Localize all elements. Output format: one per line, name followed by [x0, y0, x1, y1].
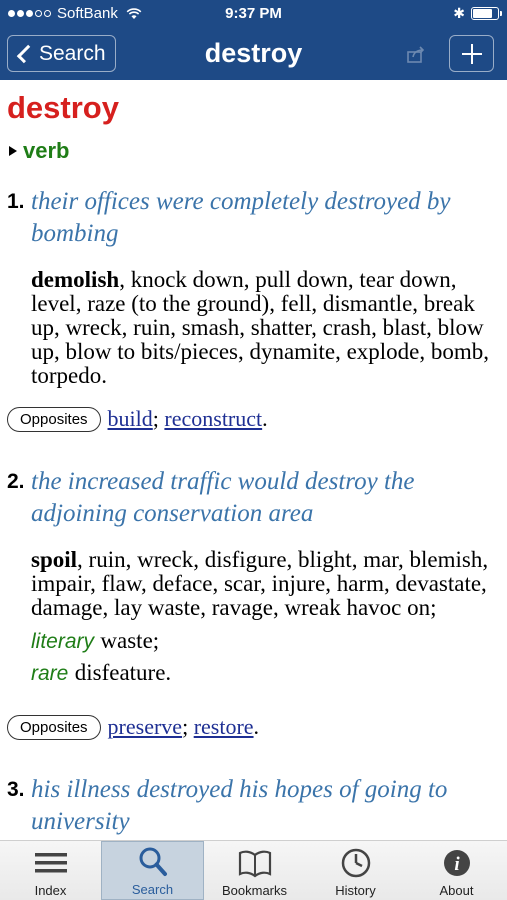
- opposites-row: Opposites build ; reconstruct .: [7, 406, 497, 432]
- page-title: destroy: [204, 38, 303, 68]
- sense-2: [7, 466, 497, 740]
- share-icon[interactable]: [406, 44, 426, 64]
- sense-number: 2.: [7, 470, 25, 493]
- synonym-list: [31, 268, 497, 388]
- synonyms: , ruin, wreck, disfigure, blight, mar, blemish, impair, flaw, deface, scar, injure, harm, devastate, damage, lay waste, ravage, wreak havoc on;: [31, 547, 489, 620]
- register-word: disfeature.: [74, 660, 172, 685]
- opposites-row: Opposites preserve ; restore .: [7, 714, 497, 740]
- tab-search[interactable]: [101, 841, 204, 900]
- book-icon: [238, 847, 272, 879]
- tab-about[interactable]: [406, 841, 507, 900]
- tab-history[interactable]: [305, 841, 406, 900]
- sense-number: 3.: [7, 778, 25, 801]
- opposites-badge: Opposites: [7, 407, 101, 432]
- battery-icon: [471, 7, 499, 20]
- back-button-label: Search: [39, 41, 106, 65]
- carrier-name: SoftBank: [57, 5, 118, 22]
- bluetooth-icon: ✱: [453, 5, 465, 21]
- entry-content[interactable]: [0, 80, 507, 840]
- tab-label: Search: [131, 882, 174, 897]
- register-label: rare: [31, 662, 69, 685]
- tab-bar: [0, 840, 507, 900]
- core-synonym: demolish: [31, 267, 120, 292]
- synonym-list: [31, 548, 497, 620]
- opposites-badge: Opposites: [7, 715, 101, 740]
- opposite-link[interactable]: preserve: [107, 714, 183, 739]
- tab-label: History: [335, 883, 376, 898]
- clock-icon: [339, 847, 373, 879]
- sense-1: [7, 186, 497, 432]
- disclosure-triangle-icon: [9, 146, 17, 156]
- example-sentence: their offices were completely destroyed by bombing: [31, 188, 451, 247]
- magnifier-icon: [136, 846, 170, 878]
- opposite-link[interactable]: reconstruct: [164, 406, 263, 431]
- synonyms: , knock down, pull down, tear down, level, raze (to the ground), fell, dismantle, break up, wreck, ruin, smash, shatter, crash, blast, blow up, blow to bits/pieces, dynamite, explode, bomb, torpedo.: [31, 267, 490, 388]
- top-bar: [0, 0, 507, 80]
- part-of-speech-label: verb: [23, 138, 70, 163]
- example-sentence: the increased traffic would destroy the adjoining conservation area: [31, 468, 415, 527]
- tab-label: Index: [34, 883, 67, 898]
- core-synonym: spoil: [31, 547, 78, 572]
- register-variant: [31, 626, 497, 656]
- sense-3: [7, 774, 497, 838]
- sense-number: 1.: [7, 190, 25, 213]
- navigation-bar: [0, 28, 507, 80]
- list-icon: [34, 847, 68, 879]
- example-sentence: his illness destroyed his hopes of going to university: [31, 776, 448, 835]
- add-bookmark-button[interactable]: [449, 35, 494, 72]
- part-of-speech[interactable]: [7, 138, 497, 164]
- tab-bookmarks[interactable]: [204, 841, 305, 900]
- tab-index[interactable]: [0, 841, 101, 900]
- info-icon: [440, 847, 474, 879]
- status-bar: [0, 0, 507, 28]
- opposite-link[interactable]: restore: [193, 714, 254, 739]
- headword: destroy: [7, 90, 119, 125]
- tab-label: Bookmarks: [221, 883, 288, 898]
- svg-text:i: i: [453, 854, 460, 875]
- register-word: waste;: [100, 628, 160, 653]
- clock: 9:37 PM: [225, 5, 282, 22]
- tab-label: About: [439, 883, 474, 898]
- register-variant: [31, 658, 497, 688]
- opposite-link[interactable]: build: [107, 406, 153, 431]
- register-label: literary: [31, 630, 95, 653]
